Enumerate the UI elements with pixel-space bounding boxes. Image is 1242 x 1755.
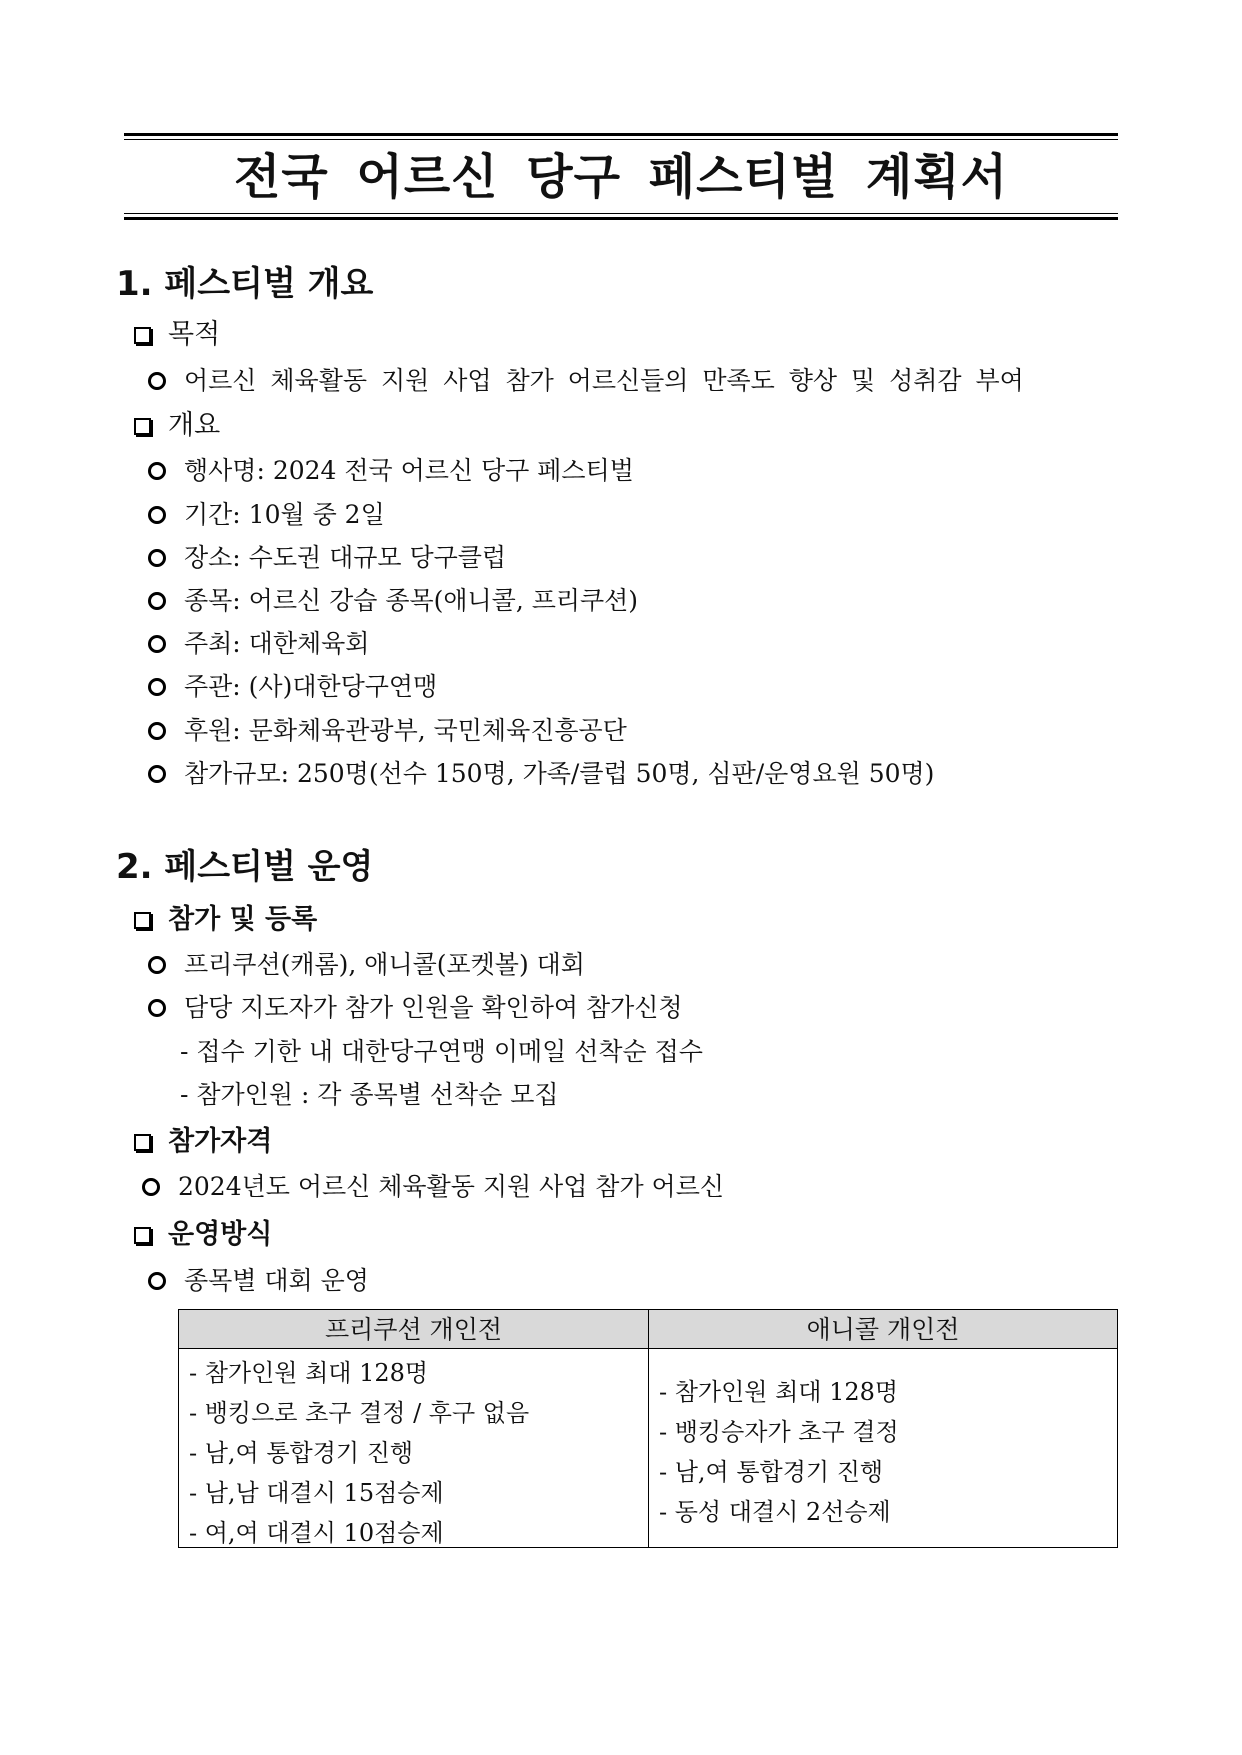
table-line: - 뱅킹승자가 초구 결정 — [659, 1418, 899, 1446]
list-item: 행사명: 2024 전국 어르신 당구 페스티벌 — [148, 454, 634, 488]
circle-bullet-icon — [148, 549, 166, 567]
list-item: 장소: 수도권 대규모 당구클럽 — [148, 541, 506, 575]
list-item: 어르신 체육활동 지원 사업 참가 어르신들의 만족도 향상 및 성취감 부여 — [148, 364, 1024, 398]
table-cell-free-cushion — [189, 1353, 529, 1553]
list-item: 주관: (사)대한당구연맹 — [148, 670, 437, 704]
competition-table — [178, 1309, 1118, 1548]
registration-heading — [134, 902, 317, 938]
circle-bullet-icon — [148, 956, 166, 974]
table-line: - 여,여 대결시 10점승제 — [189, 1519, 444, 1547]
purpose-heading — [134, 317, 220, 353]
circle-bullet-icon — [148, 678, 166, 696]
checkbox-square-icon — [134, 1227, 151, 1244]
circle-bullet-icon — [142, 1178, 160, 1196]
circle-bullet-icon — [148, 506, 166, 524]
overview-label: 개요 — [168, 410, 221, 441]
table-cell-anycall — [659, 1372, 899, 1532]
operation-heading — [134, 1217, 272, 1253]
eligibility-heading — [134, 1124, 272, 1160]
list-item: 참가규모: 250명(선수 150명, 가족/클럽 50명, 심판/운영요원 50명) — [148, 757, 934, 791]
circle-bullet-icon — [148, 765, 166, 783]
circle-bullet-icon — [148, 722, 166, 740]
sub-list-item: - 접수 기한 내 대한당구연맹 이메일 선착순 접수 — [180, 1037, 703, 1066]
list-item: 담당 지도자가 참가 인원을 확인하여 참가신청 — [148, 991, 683, 1025]
title-rule-top-thin — [124, 139, 1118, 140]
table-line: - 참가인원 최대 128명 — [189, 1359, 429, 1387]
list-item: 2024년도 어르신 체육활동 지원 사업 참가 어르신 — [142, 1170, 724, 1204]
circle-bullet-icon — [148, 635, 166, 653]
title-rule-bottom-thin — [124, 213, 1118, 214]
circle-bullet-icon — [148, 1272, 166, 1290]
list-item: 종목별 대회 운영 — [148, 1264, 369, 1298]
section-2-heading: 2. 페스티벌 운영 — [116, 847, 374, 887]
document-title: 전국 어르신 당구 페스티벌 계획서 — [234, 149, 1008, 205]
list-item: 종목: 어르신 강습 종목(애니콜, 프리쿠션) — [148, 584, 638, 618]
table-line: - 남,여 통합경기 진행 — [189, 1439, 414, 1467]
eligibility-label: 참가자격 — [168, 1126, 273, 1157]
table-header-anycall: 애니콜 개인전 — [649, 1310, 1117, 1349]
section-1-heading: 1. 페스티벌 개요 — [116, 264, 374, 304]
list-item: 후원: 문화체육관광부, 국민체육진흥공단 — [148, 714, 627, 748]
title-block — [124, 133, 1118, 221]
table-line: - 동성 대결시 2선승제 — [659, 1498, 891, 1526]
checkbox-square-icon — [134, 418, 151, 435]
checkbox-square-icon — [134, 327, 151, 344]
title-rule-top — [124, 133, 1118, 136]
registration-label: 참가 및 등록 — [168, 904, 318, 935]
operation-label: 운영방식 — [168, 1219, 273, 1250]
title-rule-bottom — [124, 217, 1118, 220]
overview-heading — [134, 408, 220, 444]
table-line: - 뱅킹으로 초구 결정 / 후구 없음 — [189, 1399, 530, 1427]
table-header-free-cushion: 프리쿠션 개인전 — [179, 1310, 649, 1349]
circle-bullet-icon — [148, 462, 166, 480]
list-item: 프리쿠션(캐롬), 애니콜(포켓볼) 대회 — [148, 948, 585, 982]
table-line: - 참가인원 최대 128명 — [659, 1378, 899, 1406]
circle-bullet-icon — [148, 372, 166, 390]
table-line: - 남,남 대결시 15점승제 — [189, 1479, 444, 1507]
checkbox-square-icon — [134, 1134, 151, 1151]
purpose-label: 목적 — [168, 319, 221, 350]
checkbox-square-icon — [134, 912, 151, 929]
list-item: 기간: 10월 중 2일 — [148, 498, 385, 532]
table-divider — [648, 1310, 649, 1547]
sub-list-item: - 참가인원 : 각 종목별 선착순 모집 — [180, 1080, 559, 1109]
circle-bullet-icon — [148, 592, 166, 610]
table-line: - 남,여 통합경기 진행 — [659, 1458, 884, 1486]
circle-bullet-icon — [148, 999, 166, 1017]
list-item: 주최: 대한체육회 — [148, 627, 369, 661]
